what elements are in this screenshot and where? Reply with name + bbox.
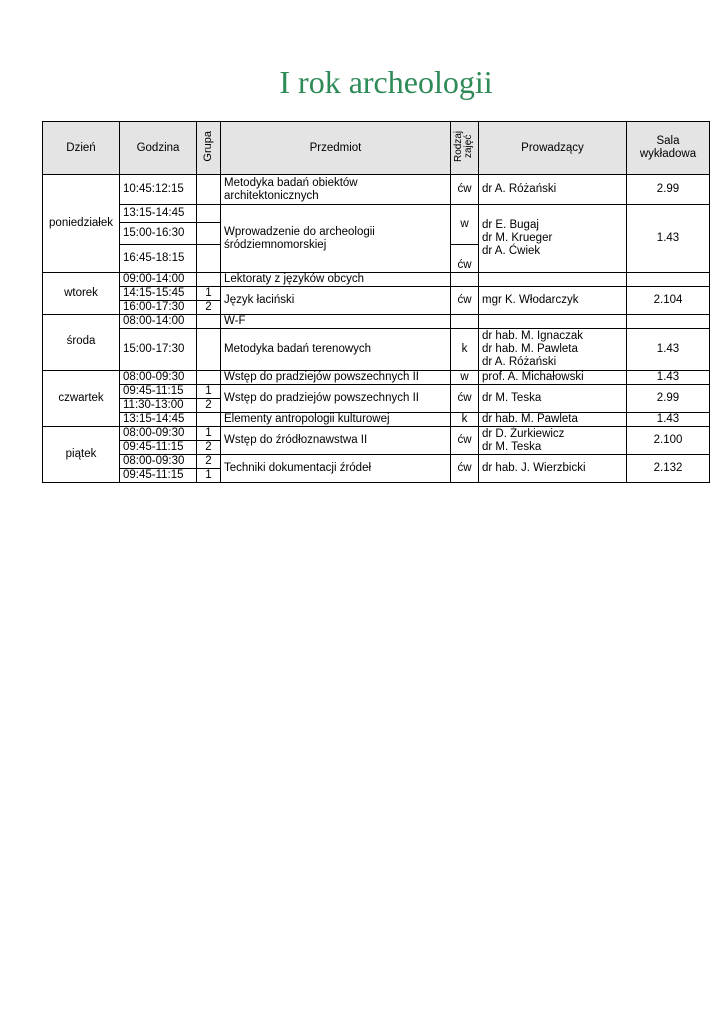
header-hour: Godzina [120, 122, 197, 175]
table-row [43, 205, 710, 223]
table-row [43, 455, 710, 469]
room-cell: 1.43 [627, 205, 710, 273]
group-cell [197, 223, 221, 245]
header-group: Grupa [197, 122, 221, 175]
type-cell: k [451, 413, 479, 427]
type-cell: ćw [451, 455, 479, 483]
group-cell [197, 413, 221, 427]
subject-cell: Lektoraty z języków obcych [221, 273, 451, 287]
subject-cell: Język łaciński [221, 287, 451, 315]
group-cell: 2 [197, 399, 221, 413]
header-subject: Przedmiot [221, 122, 451, 175]
group-cell [197, 273, 221, 287]
subject-cell: Wstęp do pradziejów powszechnych II [221, 371, 451, 385]
table-row [43, 273, 710, 287]
header-day: Dzień [43, 122, 120, 175]
lecturer-cell: dr hab. M. Ignaczak dr hab. M. Pawleta dr A. Różański [479, 329, 627, 371]
hour-cell: 08:00-14:00 [120, 315, 197, 329]
type-cell: ćw [451, 287, 479, 315]
hour-cell: 08:00-09:30 [120, 455, 197, 469]
type-cell [451, 273, 479, 287]
subject-cell: Techniki dokumentacji źródeł [221, 455, 451, 483]
hour-cell: 09:45-11:15 [120, 441, 197, 455]
type-cell: ćw [451, 245, 479, 273]
hour-cell: 15:00-17:30 [120, 329, 197, 371]
hour-cell: 09:45-11:15 [120, 385, 197, 399]
lecturer-cell [479, 315, 627, 329]
group-cell: 2 [197, 301, 221, 315]
subject-cell: Elementy antropologii kulturowej [221, 413, 451, 427]
day-cell: piątek [43, 427, 120, 483]
group-cell [197, 175, 221, 205]
subject-cell: W-F [221, 315, 451, 329]
day-cell: wtorek [43, 273, 120, 315]
table-row [43, 175, 710, 205]
group-cell [197, 245, 221, 273]
header-lecturer: Prowadzący [479, 122, 627, 175]
table-row [43, 287, 710, 301]
hour-cell: 13:15-14:45 [120, 205, 197, 223]
type-cell: ćw [451, 175, 479, 205]
group-cell: 1 [197, 385, 221, 399]
group-cell [197, 371, 221, 385]
lecturer-cell: dr hab. J. Wierzbicki [479, 455, 627, 483]
hour-cell: 08:00-09:30 [120, 371, 197, 385]
day-cell: czwartek [43, 371, 120, 427]
room-cell: 2.132 [627, 455, 710, 483]
lecturer-cell: dr hab. M. Pawleta [479, 413, 627, 427]
table-row [43, 385, 710, 399]
type-cell [451, 315, 479, 329]
subject-cell: Metodyka badań obiektów architektonicznych [221, 175, 451, 205]
table-row [43, 427, 710, 441]
lecturer-cell: dr D. Żurkiewicz dr M. Teska [479, 427, 627, 455]
type-cell: k [451, 329, 479, 371]
room-cell: 2.99 [627, 175, 710, 205]
group-cell: 1 [197, 469, 221, 483]
lecturer-cell: mgr K. Włodarczyk [479, 287, 627, 315]
lecturer-cell: prof. A. Michałowski [479, 371, 627, 385]
room-cell [627, 273, 710, 287]
day-cell: poniedziałek [43, 175, 120, 273]
hour-cell: 11:30-13:00 [120, 399, 197, 413]
type-cell: w [451, 205, 479, 245]
header-row [43, 122, 710, 175]
type-cell: w [451, 371, 479, 385]
group-cell: 1 [197, 427, 221, 441]
table-row [43, 329, 710, 371]
group-cell: 2 [197, 455, 221, 469]
room-cell: 1.43 [627, 413, 710, 427]
room-cell: 2.104 [627, 287, 710, 315]
header-type: Rodzaj zajęć [451, 122, 479, 175]
subject-cell: Metodyka badań terenowych [221, 329, 451, 371]
hour-cell: 16:45-18:15 [120, 245, 197, 273]
room-cell: 2.100 [627, 427, 710, 455]
hour-cell: 13:15-14:45 [120, 413, 197, 427]
hour-cell: 09:45-11:15 [120, 469, 197, 483]
day-cell: środa [43, 315, 120, 371]
hour-cell: 10:45:12:15 [120, 175, 197, 205]
page-title: I rok archeologii [279, 64, 493, 100]
hour-cell: 16:00-17:30 [120, 301, 197, 315]
schedule-table [42, 121, 710, 483]
lecturer-cell: dr E. Bugaj dr M. Krueger dr A. Ćwiek [479, 205, 627, 273]
group-cell [197, 329, 221, 371]
group-cell: 1 [197, 287, 221, 301]
lecturer-cell: dr M. Teska [479, 385, 627, 413]
header-room: Sala wykładowa [627, 122, 710, 175]
hour-cell: 09:00-14:00 [120, 273, 197, 287]
room-cell [627, 315, 710, 329]
room-cell: 2.99 [627, 385, 710, 413]
type-cell: ćw [451, 385, 479, 413]
group-cell: 2 [197, 441, 221, 455]
lecturer-cell [479, 273, 627, 287]
hour-cell: 15:00-16:30 [120, 223, 197, 245]
group-cell [197, 205, 221, 223]
table-row [43, 371, 710, 385]
group-cell [197, 315, 221, 329]
hour-cell: 08:00-09:30 [120, 427, 197, 441]
subject-cell: Wstęp do źródłoznawstwa II [221, 427, 451, 455]
room-cell: 1.43 [627, 329, 710, 371]
lecturer-cell: dr A. Różański [479, 175, 627, 205]
subject-cell: Wprowadzenie do archeologii śródziemnomorskiej [221, 205, 451, 273]
subject-cell: Wstęp do pradziejów powszechnych II [221, 385, 451, 413]
table-row [43, 315, 710, 329]
hour-cell: 14:15-15:45 [120, 287, 197, 301]
room-cell: 1.43 [627, 371, 710, 385]
type-cell: ćw [451, 427, 479, 455]
table-row [43, 413, 710, 427]
